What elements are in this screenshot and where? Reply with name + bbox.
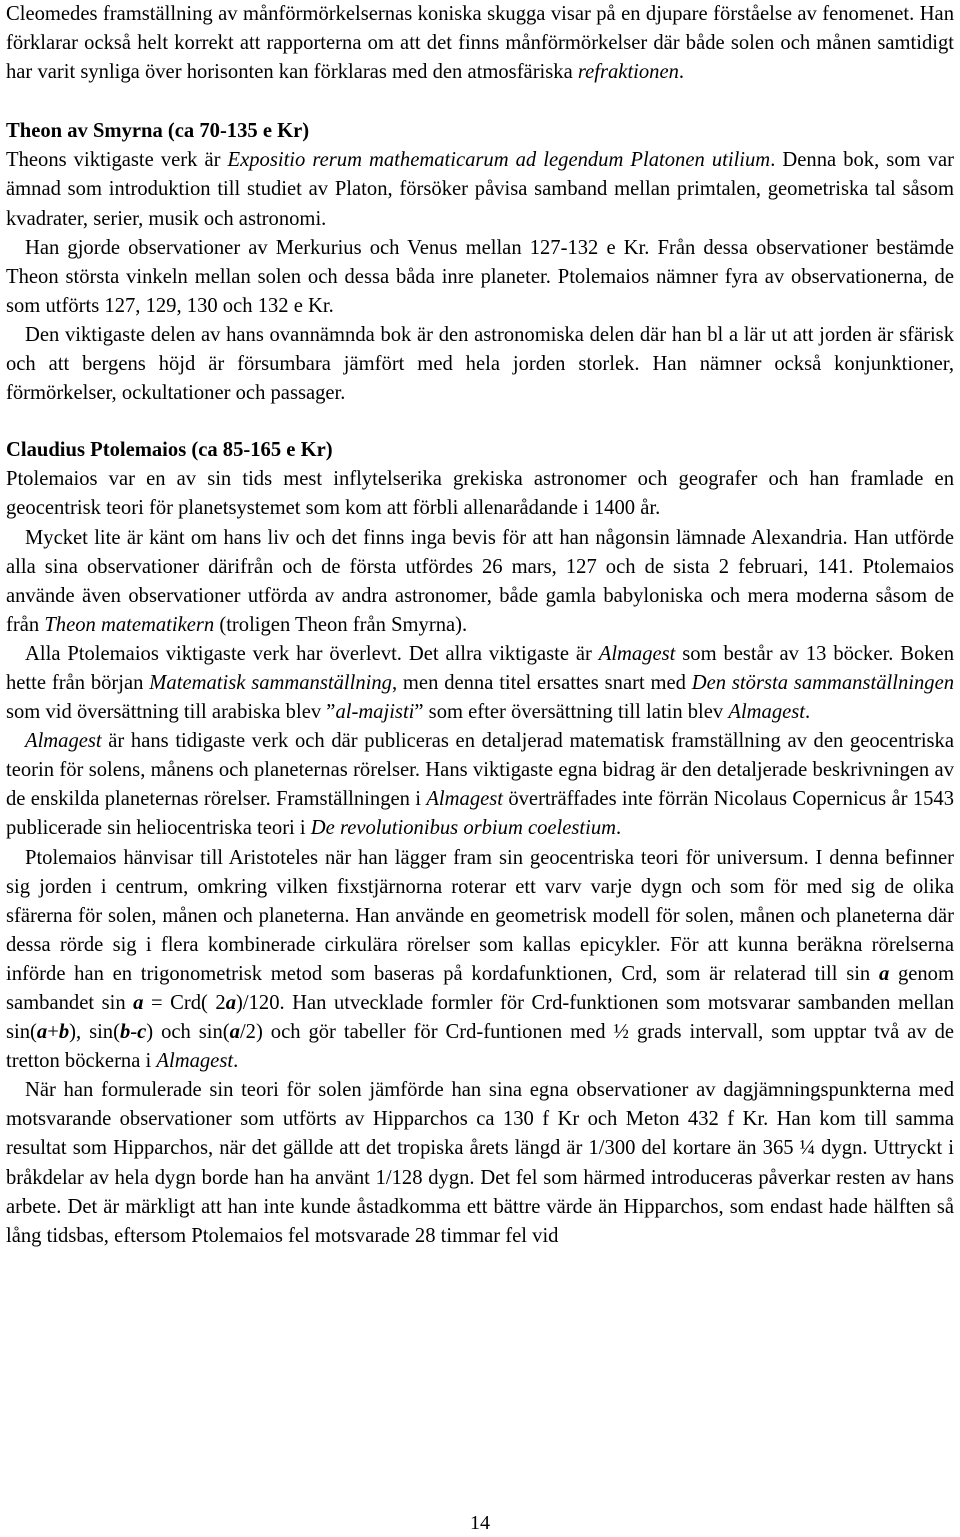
intro-paragraph: Cleomedes framställning av månförmörkelsernas koniska skugga visar på en djupare förståelse av fenomenet. Han förklarar också helt korrekt att rapporterna om att det finns månförmörkelser där både solen och månen samtidigt har varit synliga över horisonten kan förklaras med den atmosfäriska refraktionen. [6,3,954,84]
ptolemaios-paragraph-1: Ptolemaios var en av sin tids mest inflytelserika grekiska astronomer och geografer och han framlade en geocentrisk teori för planetsystemet som kom att förbli allenarådande i 1400 år. [6,468,954,520]
theon-paragraph-2: Han gjorde observationer av Merkurius och Venus mellan 127-132 e Kr. Från dessa observationer bestämde Theon största vinkeln mellan solen och dessa båda inre planeter. Ptolemaios nämner fyra av observationerna, de som utförts 127, 129, 130 och 132 e Kr. [6,236,954,317]
ptolemaios-paragraph-5: Ptolemaios hänvisar till Aristoteles när han lägger fram sin geocentriska teori för universum. I denna befinner sig jorden i centrum, omkring vilken fixstjärnorna roterar ett varv varje dygn och som för med sig de olika sfärerna för solen, månen och planeterna. Han använde en geometrisk modell för solen, månen och planeterna där dessa rörde sig i flera kombinerade cirkulära rörelser som kallas epicykler. För att kunna beräkna rörelserna införde han en trigonometrisk metod som baseras på kordafunktionen, Crd, som är relaterad till sin a genom sambandet sin a = Crd( 2a)/120. Han utvecklade formler för Crd-funktionen som motsvarar sambanden mellan sin(a+b), sin(b-c) och sin(a/2) och gör tabeller för Crd-funtionen med ½ grads intervall, som upptar två av de tretton böckerna i Almagest. [6,846,955,1073]
ptolemaios-paragraph-3: Alla Ptolemaios viktigaste verk har överlevt. Det allra viktigaste är Almagest som består av 13 böcker. Boken hette från början Matematisk sammanställning, men denna titel ersattes snart med Den största sammanställningen som vid översättning till arabiska blev ”al-majisti” som efter översättning till latin blev Almagest. [6,642,955,724]
document-page [6,0,954,1251]
spacer [6,87,954,117]
ptolemaios-paragraph-6: När han formulerade sin teori för solen jämförde han sina egna observationer av dagjämningspunkterna med motsvarande observationer som utförts av Hipparchos ca 130 f Kr och Meton 432 f Kr. Han kom till samma resultat som Hipparchos, när det gällde att det tropiska årets längd är 1/300 del kortare än 365 ¼ dygn. Uttryckt i bråkdelar av hela dygn borde han ha använt 1/128 dygn. Det fel som härmed introduceras påverkar resten av hans arbete. Det är märkligt att han inte kunde åstadkomma ett bättre värde än Hipparchos, som endast hade hälften så lång tidsbas, eftersom Ptolemaios fel motsvarade 28 timmar fel vid [6,1079,954,1247]
spacer [6,408,954,436]
theon-paragraph-1: Theons viktigaste verk är Expositio rerum mathematicarum ad legendum Platonen utilium. Denna bok, som var ämnad som introduktion till studiet av Platon, försöker påvisa samband mellan primtalen, geometriska tal såsom kvadrater, serier, musik och astronomi. [6,149,954,230]
theon-paragraph-3: Den viktigaste delen av hans ovannämnda bok är den astronomiska delen där han bl a lär ut att jorden är sfärisk och att bergens höjd är försumbara jämfört med hela jorden storlek. Han nämner också konjunktioner, förmörkelser, ockultationer och passager. [6,323,954,405]
ptolemaios-paragraph-2: Mycket lite är känt om hans liv och det finns inga bevis för att han någonsin lämnade Alexandria. Han utförde alla sina observationer därifrån och de första utfördes 26 mars, 127 och de sista 2 februari, 141. Ptolemaios använde även observationer utförda av andra astronomer, både gamla babyloniska och mera moderna såsom de från Theon matematikern (troligen Theon från Smyrna). [6,526,954,636]
ptolemaios-paragraph-4: Almagest är hans tidigaste verk och där publiceras en detaljerad matematisk framställning av den geocentriska teorin för solens, månens och planeternas rörelser. Hans viktigaste egna bidrag är den detaljerade beskrivningen av de enskilda planeternas rörelser. Framställningen i Almagest överträffades inte förrän Nicolaus Copernicus år 1543 publicerade sin heliocentriska teori i De revolutionibus orbium coelestium. [6,730,955,840]
section-heading-ptolemaios: Claudius Ptolemaios (ca 85-165 e Kr) [6,439,333,462]
section-heading-theon: Theon av Smyrna (ca 70-135 e Kr) [6,120,310,143]
page-number: 14 [470,1512,490,1534]
